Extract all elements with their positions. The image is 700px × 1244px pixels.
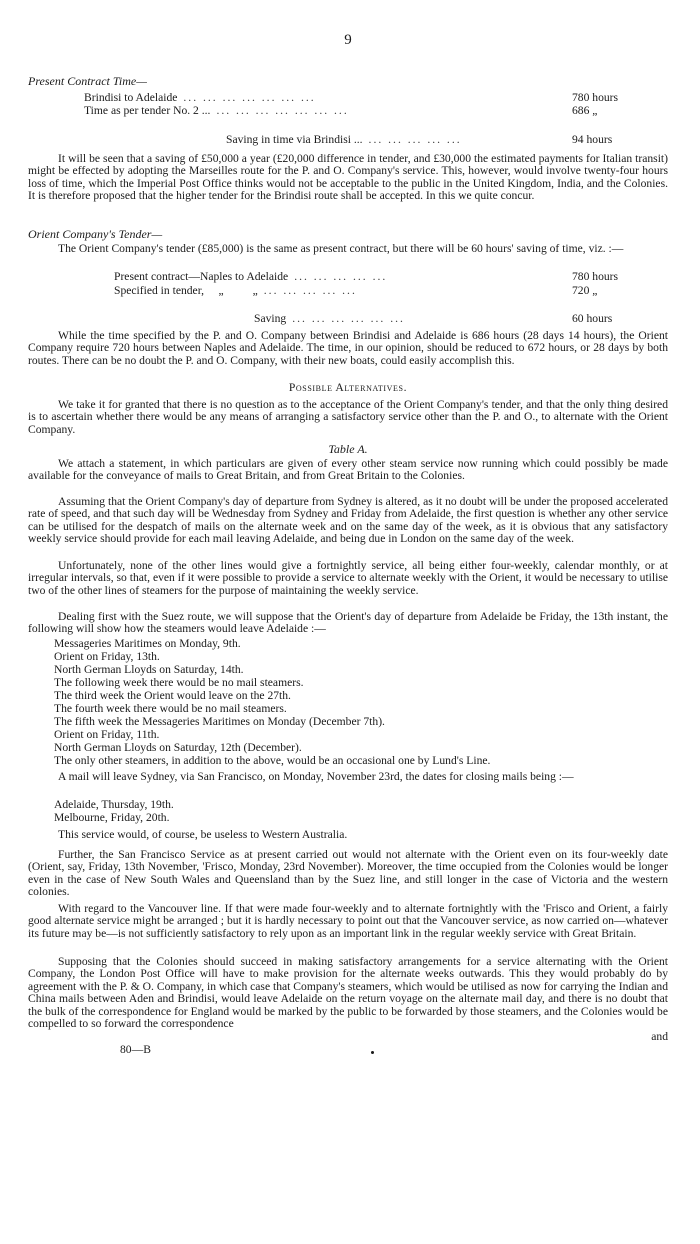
list-item: The third week the Orient would leave on the 27th. (54, 689, 291, 702)
row-label: Time as per tender No. 2 ... (84, 104, 211, 117)
list-item: North German Lloyds on Saturday, 12th (December). (54, 741, 302, 754)
list-item: Melbourne, Friday, 20th. (54, 811, 170, 824)
catchword: and (651, 1030, 668, 1043)
row-value: 780 hours (572, 91, 619, 104)
row-value: 780 hours (572, 270, 619, 283)
paragraph: Dealing first with the Suez route, we will suppose that the Orient's day of departure from Adelaide be Friday, the 13th instant, the following will show how the steamers would leave Adelaide :— (28, 610, 668, 636)
page-number: 9 (344, 32, 352, 48)
list-item: The only other steamers, in addition to the above, would be an occasional one by Lund's Line. (54, 754, 491, 767)
paragraph: Assuming that the Orient Company's day of departure from Sydney is altered, as it no doubt will be under the proposed accelerated rate of speed, and that such day will be Wednesday from Sydney and Friday from Adelaide, the first question is whether any other service can be utilised for the despatch of mails on the alternate week and on the same day of the week, as it is obvious that any satisfactory weekly service should provide for each mail leaving Adelaide, and being due in London on the same day of the week. (28, 495, 668, 546)
row-label: Saving (254, 312, 287, 325)
section-heading-orient-tender: Orient Company's Tender— (28, 227, 163, 241)
row-label: Saving in time via Brindisi ... (226, 133, 363, 146)
table-row (114, 284, 658, 297)
paragraph: While the time specified by the P. and O. Company between Brindisi and Adelaide is 686 hours (28 days 14 hours), the Orient Company require 720 hours between Naples and Adelaide. The time, in our opinion, should be reduced to 672 hours, or 28 days by both routes. There can be no doubt the P. and O. Company, with their new boats, could easily accomplish this. (28, 329, 668, 367)
leader-dots: ... ... ... ... ... ... ... (183, 91, 316, 104)
leader-dots: ... ... ... ... ... (368, 133, 462, 146)
leader-dots: ... ... ... ... ... ... ... (216, 104, 349, 117)
paragraph: Further, the San Francisco Service as at present carried out would not alternate with the Orient even on its four-weekly date (Orient, say, Friday, 13th November, 'Frisco, Monday, 23rd November). Moreover, the time occupied from the Colonies would be longer even in the case of New South Wales and Queensland than by the Suez line, and still longer in the case of Victoria and the western colonies. (28, 848, 668, 899)
paragraph: This service would, of course, be useless to Western Australia. (58, 828, 348, 841)
row-value: 720 „ (572, 284, 598, 297)
row-value: 686 „ (572, 104, 598, 117)
list-item: Orient on Friday, 13th. (54, 650, 160, 663)
list-item: Adelaide, Thursday, 19th. (54, 798, 174, 811)
row-value: 94 hours (572, 133, 613, 146)
table-row-total (226, 133, 658, 146)
paragraph: It will be seen that a saving of £50,000 a year (£20,000 difference in tender, and £30,000 the estimated payments for Italian transit) might be effected by adopting the Marseilles route for the P. and O. Company's service. This, however, would involve twenty-four hours loss of time, which the Imperial Post Office thinks would not be acceptable to the public in the United Kingdom, India, and the Colonies. It is therefore proposed that the higher tender for the Brindisi route shall be accepted. In this we quite concur. (28, 152, 668, 203)
table-row (114, 270, 658, 283)
paragraph: We take it for granted that there is no question as to the acceptance of the Orient Company's tender, and that the only thing desired is to ascertain whether there would be any means of arranging a satisfactory service other than the P. and O., to alternate with the Orient Company. (28, 398, 668, 436)
printer-signature: 80—B (120, 1043, 151, 1056)
paragraph: The Orient Company's tender (£85,000) is the same as present contract, but there will be 60 hours' saving of time, viz. :— (58, 242, 624, 255)
leader-dots: ... ... ... ... ... (263, 284, 357, 297)
leader-dots: ... ... ... ... ... (294, 270, 388, 283)
row-value: 60 hours (572, 312, 613, 325)
section-heading-present-contract: Present Contract Time— (28, 74, 147, 88)
paragraph: With regard to the Vancouver line. If that were made four-weekly and to alternate fortnightly with the 'Frisco and Orient, a fairly good alternate service might be arranged ; but it is hardly necessary to point out that the Vancouver service, as now carried on—whatever its future may be—is not sufficiently satisfactory to rely upon as an important link in the regular weekly service with Great Britain. (28, 902, 668, 940)
table-row (84, 91, 658, 104)
table-row (84, 104, 658, 117)
table-row-total (254, 312, 658, 325)
list-item: The fourth week there would be no mail steamers. (54, 702, 287, 715)
paragraph: A mail will leave Sydney, via San Francisco, on Monday, November 23rd, the dates for closing mails being :— (58, 770, 574, 783)
list-item: Messageries Maritimes on Monday, 9th. (54, 637, 241, 650)
section-heading-table-a: Table A. (328, 442, 368, 456)
paragraph: We attach a statement, in which particulars are given of every other steam service now running which could possibly be made available for the conveyance of mails to Great Britain, and from Great Britain to the Colonies. (28, 457, 668, 483)
document-page (28, 0, 668, 1244)
row-label: Brindisi to Adelaide (84, 91, 178, 104)
list-item: Orient on Friday, 11th. (54, 728, 160, 741)
section-heading-possible-alternatives: Possible Alternatives. (288, 381, 408, 394)
list-item: The following week there would be no mail steamers. (54, 676, 304, 689)
list-item: The fifth week the Messageries Maritimes on Monday (December 7th). (54, 715, 385, 728)
paragraph: Supposing that the Colonies should succeed in making satisfactory arrangements for a service alternating with the Orient Company, the London Post Office will have to make provision for the alternate weeks outwards. This they would probably do by agreement with the P. & O. Company, in which case that Company's steamers, which would be utilised as now for carrying the Indian and China mails between Aden and Brindisi, would leave Adelaide on the return voyage on the alternate mail day, and there is no doubt that the bulk of the correspondence for England would be marked by the public to be forwarded by those steamers, and the Colonies would be compelled to so forward the correspondence (28, 955, 668, 1031)
row-label: Specified in tender, „ „ (114, 284, 258, 297)
row-label: Present contract—Naples to Adelaide (114, 270, 289, 283)
paragraph: Unfortunately, none of the other lines would give a fortnightly service, all being either four-weekly, calendar monthly, or at irregular intervals, so that, even if it were possible to provide a service to alternate weekly with the Orient, it would be necessary to utilise two of the other lines of steamers for the purpose of maintaining the weekly service. (28, 559, 668, 597)
list-item: North German Lloyds on Saturday, 14th. (54, 663, 244, 676)
leader-dots: ... ... ... ... ... ... (292, 312, 405, 325)
ink-speck (371, 1051, 374, 1054)
